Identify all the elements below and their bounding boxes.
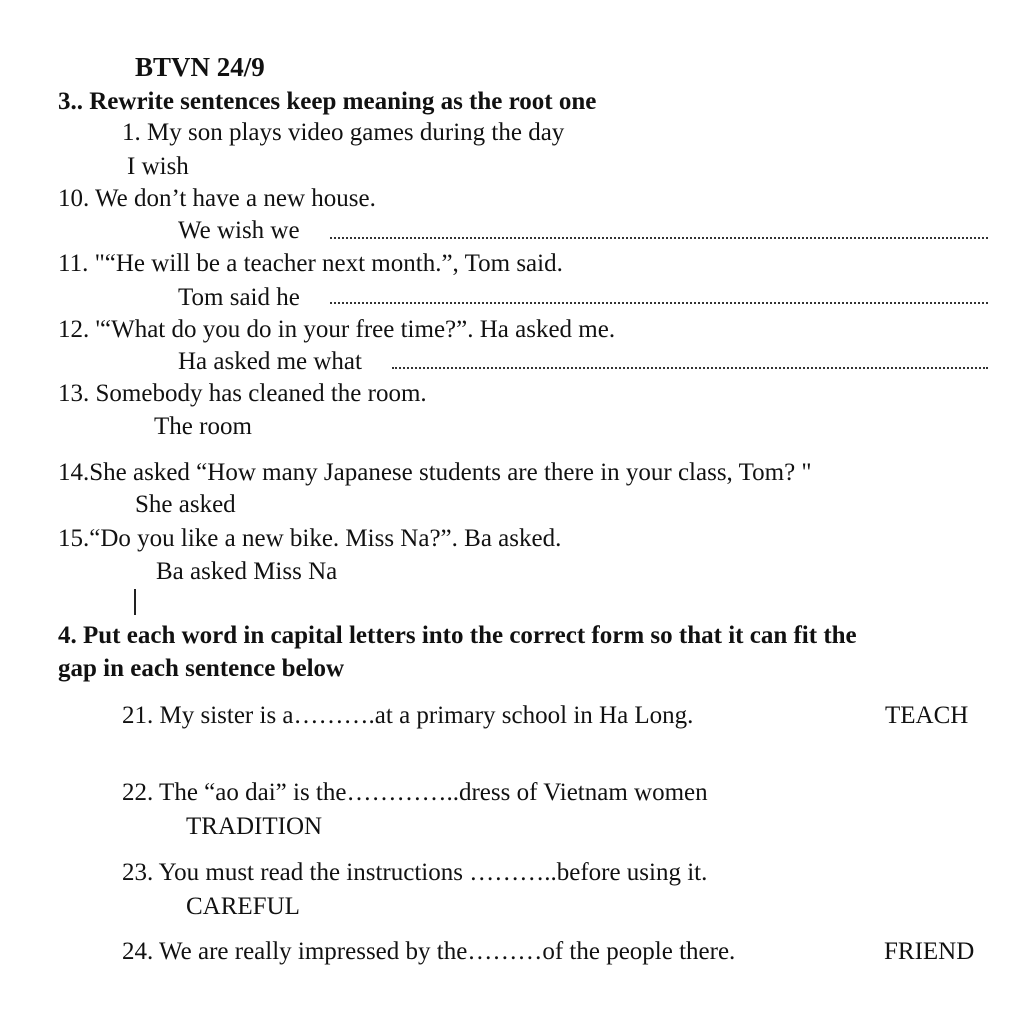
answer-11-start: Tom said he — [178, 284, 300, 311]
question-21: 21. My sister is a……….at a primary school in Ha Long. — [122, 702, 694, 729]
question-21-word: TEACH — [885, 702, 969, 729]
question-23-word: CAREFUL — [186, 893, 300, 920]
question-24-word: FRIEND — [884, 938, 975, 965]
answer-10-start: We wish we — [178, 217, 300, 244]
question-11: 11. "“He will be a teacher next month.”, Tom said. — [58, 250, 563, 277]
answer-14-start: She asked — [135, 491, 236, 518]
answer-11-dotted-line — [330, 302, 988, 304]
question-22-word: TRADITION — [186, 813, 323, 840]
question-12: 12. '“What do you do in your free time?”. Ha asked me. — [58, 316, 616, 343]
answer-12-dotted-line — [392, 367, 988, 369]
question-24: 24. We are really impressed by the………of the people there. — [122, 938, 736, 965]
section-4-heading-line-2: gap in each sentence below — [58, 655, 345, 682]
answer-10-dotted-line — [330, 237, 988, 239]
question-15: 15.“Do you like a new bike. Miss Na?”. Ba asked. — [58, 525, 562, 552]
page-title: BTVN 24/9 — [135, 52, 265, 82]
text-cursor — [134, 589, 136, 615]
question-14: 14.She asked “How many Japanese students are there in your class, Tom? " — [58, 459, 812, 486]
answer-13-start: The room — [154, 413, 252, 440]
question-10: 10. We don’t have a new house. — [58, 185, 376, 212]
question-13: 13. Somebody has cleaned the room. — [58, 380, 427, 407]
answer-15-start: Ba asked Miss Na — [156, 558, 338, 585]
question-1: 1. My son plays video games during the day — [122, 119, 565, 146]
answer-1-start: I wish — [127, 153, 189, 180]
question-23: 23. You must read the instructions ………..before using it. — [122, 859, 708, 886]
section-4-heading-line-1: 4. Put each word in capital letters into the correct form so that it can fit the — [58, 622, 857, 649]
question-22: 22. The “ao dai” is the…………..dress of Vietnam women — [122, 779, 708, 806]
answer-12-start: Ha asked me what — [178, 348, 362, 375]
section-3-heading: 3.. Rewrite sentences keep meaning as the root one — [58, 88, 597, 115]
